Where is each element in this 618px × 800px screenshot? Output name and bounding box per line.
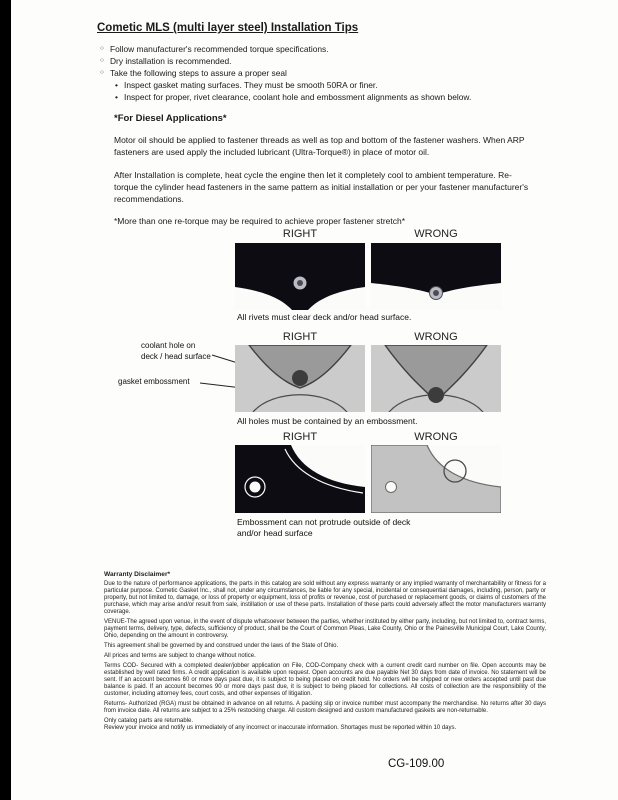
warranty-paragraph: Terms COD- Secured with a completed dealer/jobber application on File, COD-Company check with a current credit card number on file. Open accounts may be established by well rated firms. A credit application is available upon request. Open accounts are due payable Net 30 days from date of invoice. No statement will be sent. If an account becomes 60 or more days past due, it is subject to being placed on credit hold. No orders will be shipped or new orders accepted until past due balance is paid. If an account becomes 90 or more days past due, it is subject to being placed for collections. All costs of collection are the responsibility of the customer, including attorney fees, court costs, and other expenses of litigation. (104, 663, 546, 697)
tip-text: Follow manufacturer's recommended torque specifications. (110, 44, 329, 54)
embossment-protrude-wrong-illustration (371, 445, 501, 513)
diesel-paragraph-2: After Installation is complete, heat cycle the engine then let it completely cool to ambient temperature. Re-torque the cylinder head fasteners in the same pattern as initial installation or per your fastener manufacturer's recommendations. (114, 169, 529, 205)
row1-right-label: RIGHT (282, 228, 318, 240)
tip-sub-item (115, 79, 540, 91)
row1-right-diagram (235, 243, 365, 310)
warranty-paragraph: Due to the nature of performance applications, the parts in this catalog are sold without any express warranty or any implied warranty of merchantability or fitness for a particular purpose. Cometic Gasket Inc., shall not, under any circumstances, be liable for any special, incidental or consequential damages, including, person, party or property, but not limited to, damage, or loss of property or equipment, loss of profits or revenue, cost of purchased or replacement goods, or claims of customers of the purchase, which may arise and/or result from sale, instillation or use of these parts. Installation of these parts could adversely affect the motor manufacturers warranty coverage. (104, 581, 546, 615)
tip-sub-list (115, 79, 540, 103)
rivet-clear-wrong-illustration (371, 243, 501, 310)
row2-wrong-label: WRONG (414, 331, 458, 343)
page-title: Cometic MLS (multi layer steel) Installation Tips (97, 22, 359, 34)
warranty-paragraph: Review your invoice and notify us immediately of any incorrect or inaccurate information. Shortages must be reported within 10 days. (104, 725, 457, 731)
page-left-binding-bar (0, 0, 11, 800)
diesel-applications-section (114, 113, 534, 237)
row2-caption: All holes must be contained by an embossment. (237, 416, 418, 426)
row1-wrong-diagram (371, 243, 501, 310)
diesel-retorque-note: *More than one re-torque may be required to achieve proper fastener stretch* (114, 216, 406, 227)
tip-text: Inspect gasket mating surfaces. They must be smooth 50RA or finer. (124, 80, 378, 90)
diesel-paragraph-1: Motor oil should be applied to fastener threads as well as top and bottom of the fastener washers. When ARP fasteners are used apply the included lubricant (Ultra-Torque®) in place of motor oil. (114, 135, 525, 158)
row3-caption-line2: and/or head surface (237, 528, 313, 538)
warranty-paragraph: VENUE-The agreed upon venue, in the event of dispute whatsoever between the parties, whether instituted by either party, including, but not limited to, contract terms, payment terms, delivery, type, defects, sufficiency of product, shall be the Court of Common Pleas, Lake County, Ohio or the Painesville Municipal Court, Lake County, Ohio, depending on the amount in controversy. (104, 619, 546, 639)
gasket-embossment-annotation: gasket embossment (118, 377, 190, 386)
tip-text: Inspect for proper, rivet clearance, coolant hole and embossment alignments as shown below. (124, 92, 472, 102)
annotation-text: deck / head surface (141, 351, 211, 361)
diesel-heading: *For Diesel Applications* (114, 113, 227, 124)
tip-text: Dry installation is recommended. (110, 56, 232, 66)
tip-item (100, 43, 540, 55)
warranty-paragraph: Returns- Authorized (RGA) must be obtained in advance on all returns. A packing slip or invoice number must accompany the merchandise. No returns after 30 days from invoice date. All returns are subject to a 25% restocking charge. All custom designed and custom manufactured gaskets are non-returnable. (104, 701, 546, 714)
row1-caption: All rivets must clear deck and/or head surface. (237, 312, 412, 322)
row3-wrong-label: WRONG (414, 431, 458, 443)
row1-wrong-label: WRONG (414, 228, 458, 240)
warranty-paragraph: All prices and terms are subject to change without notice. (104, 653, 256, 659)
row3-caption-line1: Embossment can not protrude outside of deck (237, 517, 411, 527)
tip-sub-item (115, 91, 540, 103)
row2-right-label: RIGHT (282, 331, 318, 343)
row2-right-diagram (235, 345, 365, 412)
page-number-code: CG-109.00 (388, 758, 445, 770)
tip-text: Take the following steps to assure a proper seal (110, 68, 287, 78)
row3-caption (237, 517, 410, 539)
tip-item (100, 67, 540, 79)
annotation-text: coolant hole on (141, 341, 196, 350)
warranty-heading: Warranty Disclaimer* (104, 571, 171, 578)
warranty-disclaimer-section (104, 571, 546, 735)
embossment-protrude-right-illustration (235, 445, 365, 513)
installation-tips-list (100, 43, 540, 103)
warranty-paragraph: This agreement shall be governed by and construed under the laws of the State of Ohio. (104, 643, 339, 649)
row2-wrong-diagram (371, 345, 501, 412)
tip-item (100, 55, 540, 67)
warranty-paragraph: Only catalog parts are returnable. (104, 718, 194, 724)
row3-right-label: RIGHT (282, 431, 318, 443)
hole-embossment-wrong-illustration (371, 345, 501, 412)
hole-embossment-right-illustration (235, 345, 365, 412)
row3-right-diagram (235, 445, 365, 513)
row3-wrong-diagram (371, 445, 501, 513)
rivet-clear-right-illustration (235, 243, 365, 310)
